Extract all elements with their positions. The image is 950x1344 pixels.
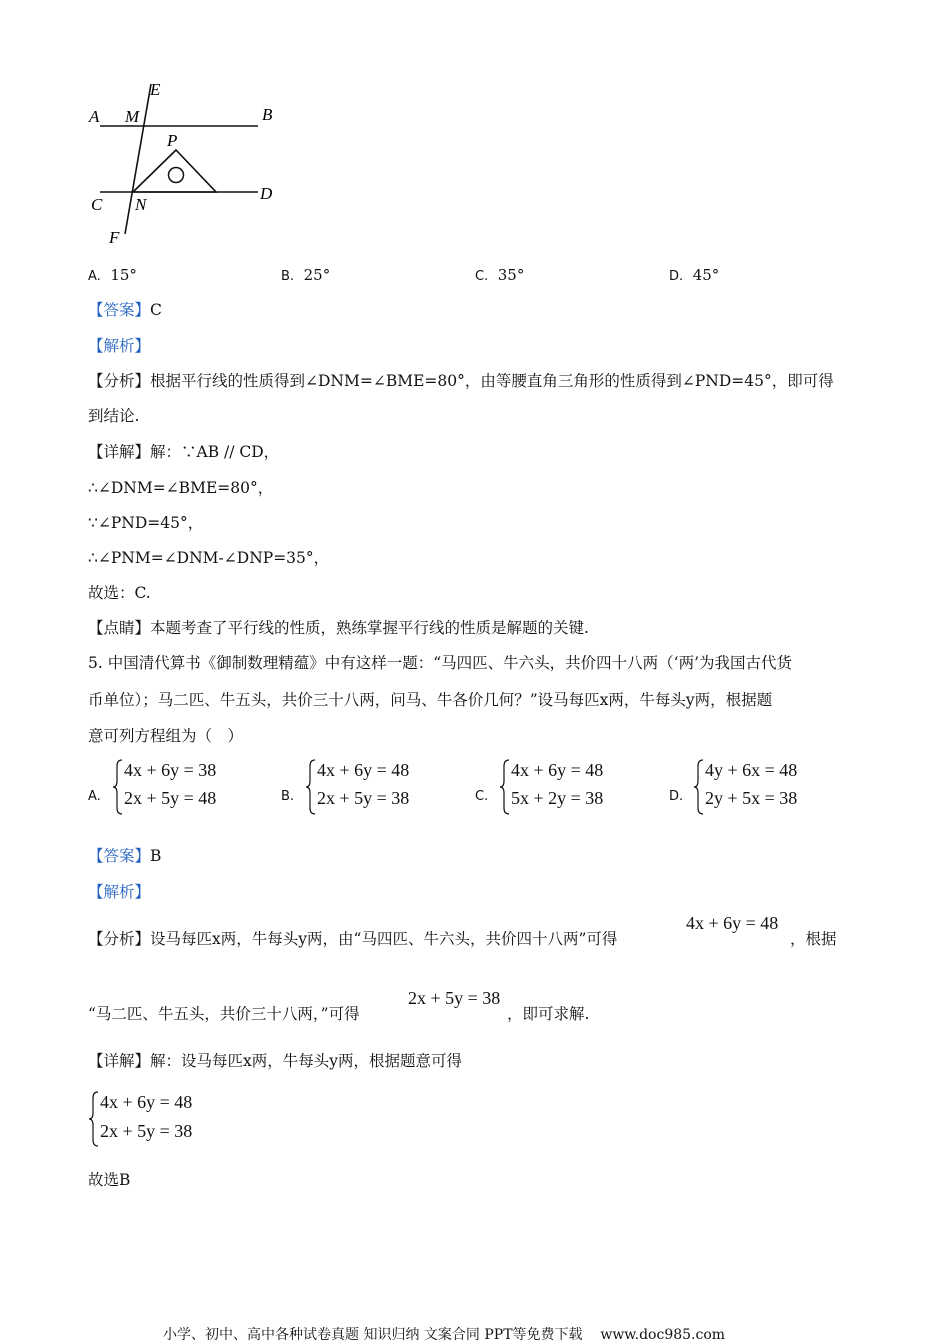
option-letter: B.: [281, 269, 295, 284]
q5-stem-line-3: 意可列方程组为（ ）: [88, 727, 244, 745]
label-b: B: [262, 105, 273, 124]
option-letter: A.: [88, 269, 101, 284]
q4-detail-line-2: ∴∠DNM=∠BME=80°，: [88, 479, 274, 497]
equation-2: 2x + 5y = 38: [100, 1121, 193, 1141]
q4-analysis-line-2: 到结论.: [88, 407, 140, 425]
option-value: 45°: [692, 266, 720, 284]
answer-tag: 【答案】: [88, 301, 151, 319]
q5-option-a-letter: A.: [88, 789, 101, 804]
equation-1: 4x + 6y = 38: [124, 760, 217, 780]
label-a: A: [89, 107, 100, 126]
comment-tag: 【点睛】: [88, 619, 151, 637]
answer-tag: 【答案】: [88, 847, 151, 865]
q5-stem-line-2: 币单位）；马二匹、牛五头，共价三十八两，问马、牛各价几何？”设马每匹x两，牛每头y两，根据题: [88, 691, 773, 709]
q5-analysis-line-1-end: ，根据: [790, 930, 837, 948]
brace-icon: [693, 758, 705, 816]
footer-text: 小学、初中、高中各种试卷真题 知识归纳 文案合同 PPT等免费下载: [163, 1327, 583, 1343]
label-d: D: [260, 184, 273, 203]
option-value: 35°: [497, 266, 525, 284]
label-c: C: [91, 195, 103, 214]
brace-icon: [112, 758, 124, 816]
q4-jiexi-tag: 【解析】: [88, 337, 151, 355]
option-letter: C.: [475, 269, 489, 284]
equation-2: 5x + 2y = 38: [511, 788, 604, 808]
label-f: F: [109, 228, 120, 247]
q5-option-c-letter: C.: [475, 789, 489, 804]
equation-1: 4x + 6y = 48: [100, 1092, 193, 1112]
brace-icon: [305, 758, 317, 816]
q4-analysis-line-1: [88, 371, 834, 391]
triangle-hole: [169, 168, 184, 183]
q5-option-d-system: [693, 758, 833, 816]
q4-option-d: [669, 266, 719, 284]
detail-text: 解：∵AB // CD，: [150, 443, 280, 461]
geometry-figure: [80, 78, 290, 250]
q5-analysis-line-1: [88, 929, 617, 949]
q5-jiexi-tag: 【解析】: [88, 883, 151, 901]
equation-2: 2x + 5y = 38: [317, 788, 410, 808]
q4-option-c: [475, 266, 524, 284]
q5-option-d-letter: D.: [669, 789, 684, 804]
q4-comment: [88, 618, 589, 638]
detail-tag: 【详解】: [88, 443, 151, 461]
label-n: N: [135, 195, 147, 214]
q5-answer: [88, 846, 161, 866]
q5-detail-system: [88, 1090, 228, 1148]
label-m: M: [125, 107, 140, 126]
q4-option-a: [88, 266, 137, 284]
q4-detail-line-3: ∵∠PND=45°，: [88, 514, 204, 532]
q5-analysis-line-2-end: ，即可求解.: [507, 1005, 590, 1023]
q4-option-b: [281, 266, 330, 284]
answer-value: B: [150, 847, 162, 865]
q5-option-b-system: [305, 758, 445, 816]
footer: [163, 1324, 725, 1344]
q5-detail-line-1: [88, 1051, 462, 1071]
q5-analysis-line-2: “马二匹、牛五头，共价三十八两，”可得: [88, 1005, 360, 1023]
q4-detail-line-4: ∴∠PNM=∠DNM-∠DNP=35°，: [88, 549, 330, 567]
q5-option-a-system: [112, 758, 252, 816]
label-p: P: [167, 131, 178, 150]
analysis-tag: 【分析】: [88, 930, 151, 948]
equation-2: 2x + 5y = 48: [124, 788, 217, 808]
brace-icon: [499, 758, 511, 816]
label-e: E: [150, 80, 161, 99]
q5-analysis-equation-1: 4x + 6y = 48: [686, 913, 779, 933]
option-value: 25°: [303, 266, 331, 284]
q5-detail-end: 故选B: [88, 1171, 131, 1189]
answer-value: C: [150, 301, 162, 319]
equation-1: 4x + 6y = 48: [511, 760, 604, 780]
option-value: 15°: [110, 266, 137, 284]
equation-2: 2y + 5x = 38: [705, 788, 798, 808]
q4-detail-line-5: 故选：C.: [88, 584, 151, 602]
footer-url[interactable]: www.doc985.com: [600, 1327, 726, 1343]
detail-tag: 【详解】: [88, 1052, 151, 1070]
analysis-text: 根据平行线的性质得到∠DNM=∠BME=80°，由等腰直角三角形的性质得到∠PND=45°，即可得: [150, 372, 834, 390]
q5-analysis-equation-2: 2x + 5y = 38: [408, 988, 501, 1008]
equation-1: 4y + 6x = 48: [705, 760, 798, 780]
option-letter: D.: [669, 269, 684, 284]
comment-text: 本题考查了平行线的性质，熟练掌握平行线的性质是解题的关键.: [150, 619, 589, 637]
q4-detail-line-1: [88, 442, 279, 462]
q5-stem-line-1: 5. 中国清代算书《御制数理精蕴》中有这样一题：“马四匹、牛六头，共价四十八两（‘两’为我国古代货: [88, 654, 792, 672]
q5-option-b-letter: B.: [281, 789, 295, 804]
detail-text: 解：设马每匹x两，牛每头y两，根据题意可得: [150, 1052, 463, 1070]
triangle-set-square: [133, 150, 216, 192]
brace-icon: [88, 1090, 100, 1148]
analysis-tag: 【分析】: [88, 372, 151, 390]
analysis-text: 设马每匹x两，牛每头y两，由“马四匹、牛六头，共价四十八两”可得: [150, 930, 618, 948]
q4-answer: [88, 300, 162, 320]
equation-1: 4x + 6y = 48: [317, 760, 410, 780]
q5-option-c-system: [499, 758, 639, 816]
